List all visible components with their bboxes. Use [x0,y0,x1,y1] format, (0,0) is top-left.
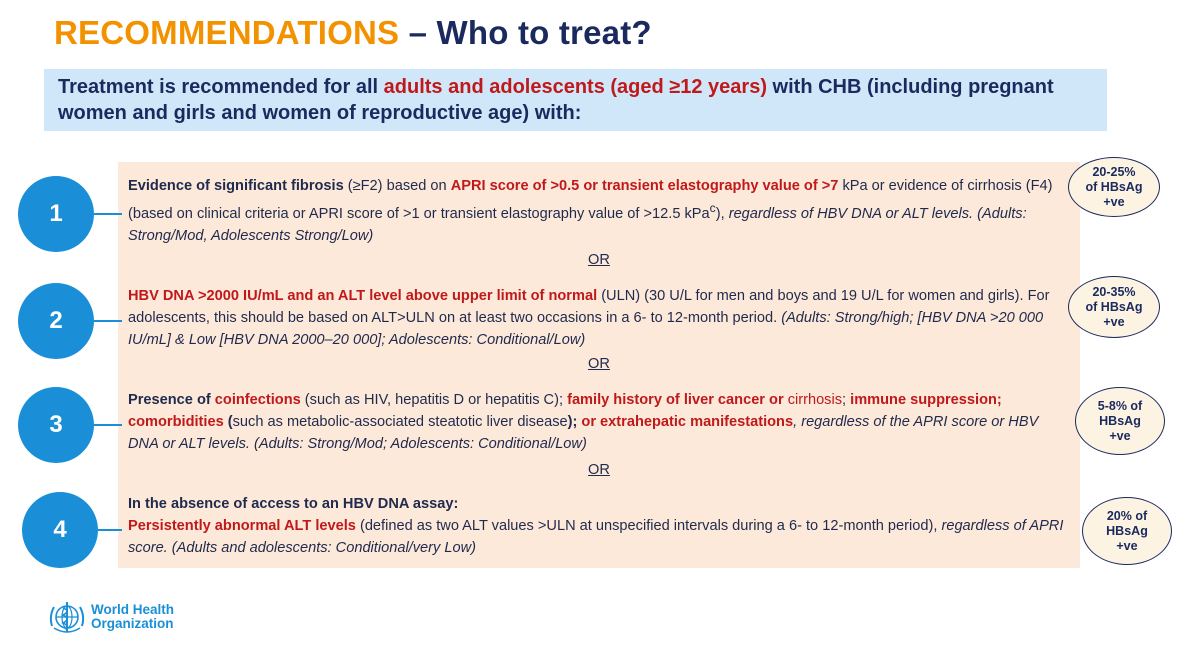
or-separator-2: OR [588,356,610,372]
criterion-1-cirrhosis: kPa or evidence of cirrhosis (F4) (based on clinical criteria or APRI score of >1 or transient elastography value of >12.5 kPa [128,178,1053,222]
criterion-3-paren-close: ); [567,414,582,430]
badge-1-line-2: of HBsAg [1085,179,1143,194]
criterion-3-connector [94,424,122,426]
treatment-banner [44,69,1107,131]
criterion-3-regardless: , regardless of the APRI score or HBV DNA or ALT levels. (Adults: Strong/Mod; Adolescents: Conditional/Low) [128,414,1039,452]
criterion-2-connector [94,320,122,322]
criterion-1-connector [94,213,122,215]
badge-4-line-1: 20% of [1106,508,1148,523]
title-who-to-treat: – Who to treat? [399,14,652,51]
title-recommendations: RECOMMENDATIONS [54,14,400,51]
criterion-3-semicolon: ; [842,392,851,408]
criterion-3-paren-open: ( [223,414,233,430]
criterion-3-badge [1075,387,1165,455]
banner-text-end: with CHB (including pregnant women and girls and women of reproductive age) with: [58,76,1054,124]
badge-1-line-3: +ve [1103,194,1125,209]
badge-2-line-2: of HBsAg [1085,299,1143,314]
criterion-3-cirrhosis: cirrhosis [783,392,843,408]
criterion-3-lead: Presence of [128,392,215,408]
criterion-1-badge [1068,157,1160,217]
criterion-1-text [128,175,1068,247]
criterion-2-number: 2 [18,283,94,359]
criterion-3-family-history: family history of liver cancer or [567,392,784,408]
page-title [54,14,652,52]
criterion-2-lead: HBV DNA >2000 IU/mL and an ALT level above upper limit of normal [128,288,598,304]
criterion-1-apri: APRI score of >0.5 or transient elastography value of >7 [450,178,839,194]
criterion-1-part: (≥F2) based on [343,178,451,194]
criterion-4-badge [1082,497,1172,565]
criterion-3-number: 3 [18,387,94,463]
criterion-2-part: (ULN) (30 U/L for men and boys and 19 U/L for women and girls). For adolescents, this should be based on ALT>ULN on at least two occasions in a 6- to 12-month period. [128,288,1050,326]
criterion-4-part: (defined as two ALT values >ULN at unspecified intervals during a 6- to 12-month period), [355,518,942,534]
criterion-1-lead: Evidence of significant fibrosis [128,178,344,194]
banner-highlight: adults and adolescents (aged ≥12 years) [383,76,767,98]
criterion-4-text [128,493,1068,559]
criterion-4-alt: Persistently abnormal ALT levels [128,518,356,534]
criterion-2-text [128,285,1068,351]
badge-3-line-2: HBsAg [1099,413,1141,428]
badge-2-line-3: +ve [1103,314,1125,329]
criterion-3-text [128,389,1068,455]
badge-4-line-3: +ve [1116,538,1138,553]
criterion-1-number: 1 [18,176,94,252]
criterion-3-extrahepatic: or extrahepatic manifestations [581,414,794,430]
who-logo-text [91,603,174,631]
criterion-3-immune: immune suppression; comorbidities [128,392,1002,430]
badge-3-line-3: +ve [1109,428,1131,443]
criterion-3-part: (such as HIV, hepatitis D or hepatitis C); [300,392,568,408]
criterion-2-strength: (Adults: Strong/high; [HBV DNA >20 000 IU/mL] & Low [HBV DNA 2000–20 000]; Adolescents: Conditional/Low) [128,310,1044,348]
criterion-4-number: 4 [22,492,98,568]
or-separator-1: OR [588,252,610,268]
badge-2-line-1: 20-35% [1092,284,1136,299]
criterion-3-coinfections: coinfections [214,392,301,408]
criterion-1-close: ), [715,205,729,222]
criterion-2-badge [1068,276,1160,338]
badge-4-line-2: HBsAg [1106,523,1148,538]
criterion-4-connector [98,529,122,531]
banner-text-start: Treatment is recommended for all [58,76,384,98]
who-logo [46,596,174,638]
or-separator-3: OR [588,462,610,478]
badge-1-line-1: 20-25% [1092,164,1136,179]
criterion-3-masld: such as metabolic-associated steatotic liver disease [232,414,568,430]
who-logo-line-1: World Health [91,602,175,617]
badge-3-line-1: 5-8% of [1097,398,1143,413]
criterion-1-footnote: c [709,201,716,215]
criterion-4-regardless: regardless of APRI score. (Adults and adolescents: Conditional/very Low) [128,518,1064,556]
criterion-4-lead: In the absence of access to an HBV DNA assay: [128,496,459,512]
criterion-1-regardless: regardless of HBV DNA or ALT levels. (Adults: Strong/Mod, Adolescents Strong/Low) [128,205,1027,244]
who-logo-line-2: Organization [91,616,174,631]
who-emblem-icon [46,596,88,638]
